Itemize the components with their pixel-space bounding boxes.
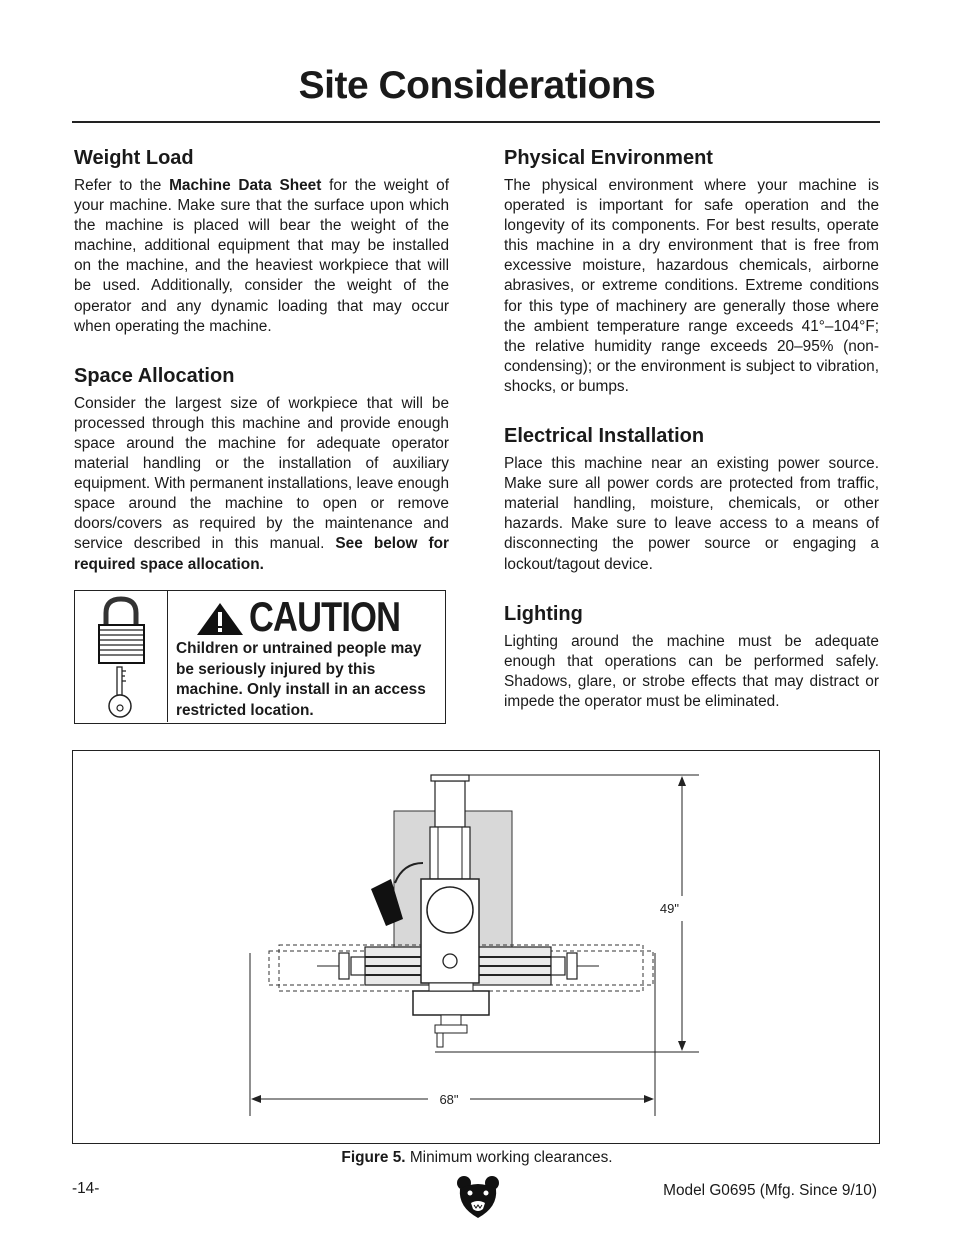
weight-load-text-pre: Refer to the [74,177,170,194]
physical-environment-section [504,146,879,397]
figure-caption [0,1149,954,1167]
bear-logo-icon [455,1175,501,1219]
figure-caption-text: Minimum working clearances. [405,1149,613,1166]
physical-environment-body: The physical environment where your machine is operated is important for safe operation and the longevity of its components. For best results, operate this machine in a dry environment that is free from excessive moisture, hazardous chemicals, airborne abrasives, or extreme conditions. Extreme conditions for this type of machinery are generally those where the ambient temperature range exceeds 41°–104°F; the relative humidity range exceeds 20–95% (non-condensing); or the environment is subject to vibration, shocks, or bumps. [504,177,879,395]
width-dimension-label: 68" [439,1092,459,1107]
page-number: -14- [72,1180,100,1197]
lighting-section [504,602,879,712]
caution-label: CAUTION [249,593,401,640]
physical-environment-heading: Physical Environment [504,147,713,169]
figure-number: Figure 5. [341,1149,406,1166]
weight-load-body [74,176,449,337]
weight-load-text-post: for the weight of your machine. Make sure that the surface upon which the machine is placed will bear the weight of the machine, additional equipment that may be installed on the machine, and the heaviest workpiece that will be used. Additionally, consider the weight of the operator and any dynamic loading that may occur when operating the machine. [74,177,449,335]
space-allocation-note: See below for required space allocation. [74,535,450,573]
space-allocation-section [74,364,449,575]
machine-top-view-diagram [73,751,879,1143]
clearance-figure [72,750,880,1144]
space-allocation-text: Consider the largest size of workpiece that will be processed through this machine and provide enough space around the machine for adequate operator material handling or the installation of auxiliary equipment. With permanent installations, leave enough space around the machine to open or remove doors/covers as required by the maintenance and service described in this manual. [74,394,449,553]
weight-load-section [74,146,449,337]
page-title: Site Considerations [298,64,656,107]
electrical-installation-heading: Electrical Installation [504,425,705,448]
lighting-body: Lighting around the machine must be adequate enough that operations can be performed safely. Shadows, glare, or strobe effects that may distract or impede the operator must be eliminated. [504,632,879,710]
caution-box [74,590,446,724]
weight-load-heading: Weight Load [74,147,194,169]
model-footer: Model G0695 (Mfg. Since 9/10) [663,1182,877,1199]
right-column [504,146,879,739]
left-column [74,146,449,602]
warning-triangle-icon [195,601,245,637]
machine-data-sheet-ref: Machine Data Sheet [169,177,322,194]
title-divider [72,121,880,123]
caution-text: Children or untrained people may be seriously injured by this machine. Only install in an access restricted location. [176,640,426,719]
depth-dimension-label: 49" [659,901,679,916]
lighting-heading: Lighting [504,602,583,625]
space-allocation-body [74,394,449,575]
electrical-installation-body: Place this machine near an existing power source. Make sure all power cords are protected from traffic, material handling, moisture, chemicals, or other hazards. Make sure to leave access to a means of disconnecting the power source or engaging a lockout/tagout device. [504,455,879,573]
space-allocation-heading: Space Allocation [74,364,235,387]
padlock-key-icon [75,591,168,722]
electrical-installation-section [504,424,879,575]
